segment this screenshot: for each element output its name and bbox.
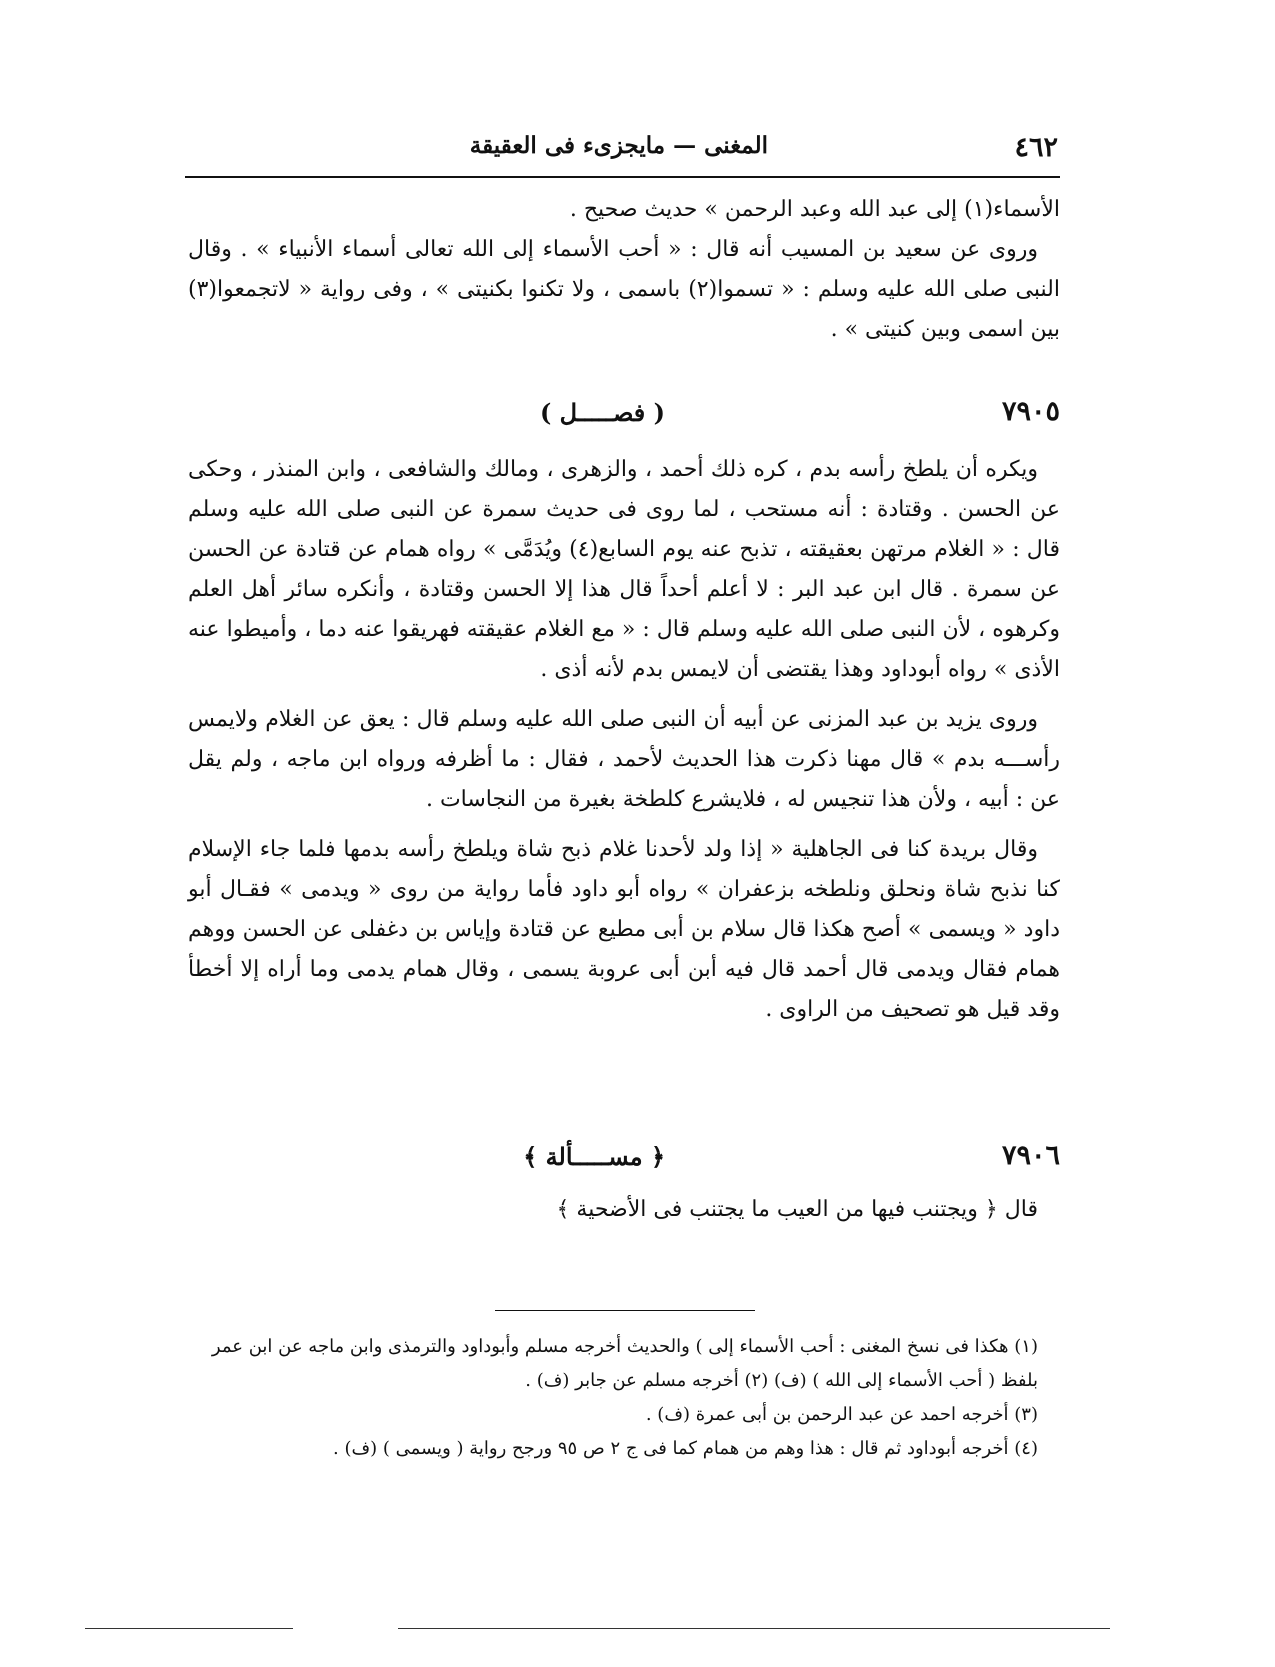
paragraph-masala: قال ﴿ ويجتنب فيها من العيب ما يجتنب فى الأضحية ﴾ [556, 1197, 1038, 1222]
section-title: ﴿ مســـــألة ﴾ [523, 1142, 665, 1171]
footnote-4: (٤) أخرجه أبوداود ثم قال : هذا وهم من همام كما فى ج ٢ ص ٩٥ ورجح رواية ( ويسمى ) (ف) . [333, 1438, 1038, 1459]
opening-block [188, 190, 1060, 350]
section-title: ( فصـــــل ) [539, 398, 665, 427]
section-7906-body [188, 1190, 1060, 1230]
footnote-divider [495, 1310, 755, 1311]
footnote-1-2: (١) هكذا فى نسخ المغنى : أحب الأسماء إلى ) والحديث أخرجه مسلم وأبوداود والترمذى وابن ماجه عن ابن عمر بلفظ ( أحب الأسماء إلى الله ) (ف) (٢) أخرجه مسلم عن جابر (ف) . [211, 1336, 1038, 1391]
page-number: ٤٦٢ [1014, 132, 1058, 163]
section-number: ٧٩٠٦ [1001, 1140, 1060, 1171]
footnote-3: (٣) أخرجه احمد عن عبد الرحمن بن أبى عمرة (ف) . [645, 1404, 1038, 1425]
section-heading-7905 [188, 396, 1060, 440]
paragraph-buraydah: وقال بريدة كنا فى الجاهلية « إذا ولد لأحدنا غلام ذبح شاة ويلطخ رأسه بدمها فلما جاء الإسلام كنا نذبح شاة ونحلق ونلطخه بزعفران » رواه أبو داود فأما رواية من روى « ويدمى » فقـال أبو داود « ويسمى » أصح هكذا قال سلام بن أبى مطيع عن قتادة وإياس بن دغفلى عن الحسن ووهم همام فقال ويدمى قال أحمد قال فيه أبن أبى عروبة يسمى ، وقال همام يدمى وما أراه إلا أخطأ وقد قيل هو تصحيف من الراوى . [188, 837, 1060, 1022]
section-heading-7906 [188, 1140, 1060, 1184]
section-7905-body [188, 450, 1060, 1030]
paragraph-said-ibn-musayyib: وروى عن سعيد بن المسيب أنه قال : « أحب الأسماء إلى الله تعالى أسماء الأنبياء » . وقال النبى صلى الله عليه وسلم : « تسموا(٢) باسمى ، ولا تكنوا بكنيتى » ، وفى رواية « لاتجمعوا(٣) بين اسمى وبين كنيتى » . [188, 237, 1060, 342]
footnotes [188, 1330, 1060, 1466]
bottom-rule-right [398, 1628, 1110, 1629]
bottom-rule-left [85, 1628, 293, 1629]
paragraph-yazid-muzani: وروى يزيد بن عبد المزنى عن أبيه أن النبى صلى الله عليه وسلم قال : يعق عن الغلام ولايمس رأســـه بدم » قال مهنا ذكرت هذا الحديث لأحمد ، فقال : ما أظرفه ورواه ابن ماجه ، ولم يقل عن : أبيه ، ولأن هذا تنجيس له ، فلايشرع كلطخة بغيرة من النجاسات . [188, 707, 1060, 812]
paragraph-hadith-names: الأسماء(١) إلى عبد الله وعبد الرحمن » حديث صحيح . [569, 197, 1060, 222]
page-header [188, 128, 1058, 168]
header-divider [185, 176, 1060, 178]
section-number: ٧٩٠٥ [1001, 396, 1060, 427]
running-title: المغنى — مايجزىء فى العقيقة [469, 132, 768, 159]
paragraph-smearing-blood: ويكره أن يلطخ رأسه بدم ، كره ذلك أحمد ، والزهرى ، ومالك والشافعى ، وابن المنذر ، وحكى عن الحسن . وقتادة : أنه مستحب ، لما روى فى حديث سمرة عن النبى صلى الله عليه وسلم قال : « الغلام مرتهن بعقيقته ، تذبح عنه يوم السابع(٤) ويُدَمَّى » رواه همام عن قتادة عن الحسن عن سمرة . قال ابن عبد البر : لا أعلم أحداً قال هذا إلا الحسن وقتادة ، وأنكره سائر أهل العلم وكرهوه ، لأن النبى صلى الله عليه وسلم قال : « مع الغلام عقيقته فهريقوا عنه دما ، وأميطوا عنه الأذى » رواه أبوداود وهذا يقتضى أن لايمس بدم لأنه أذى . [188, 457, 1060, 682]
